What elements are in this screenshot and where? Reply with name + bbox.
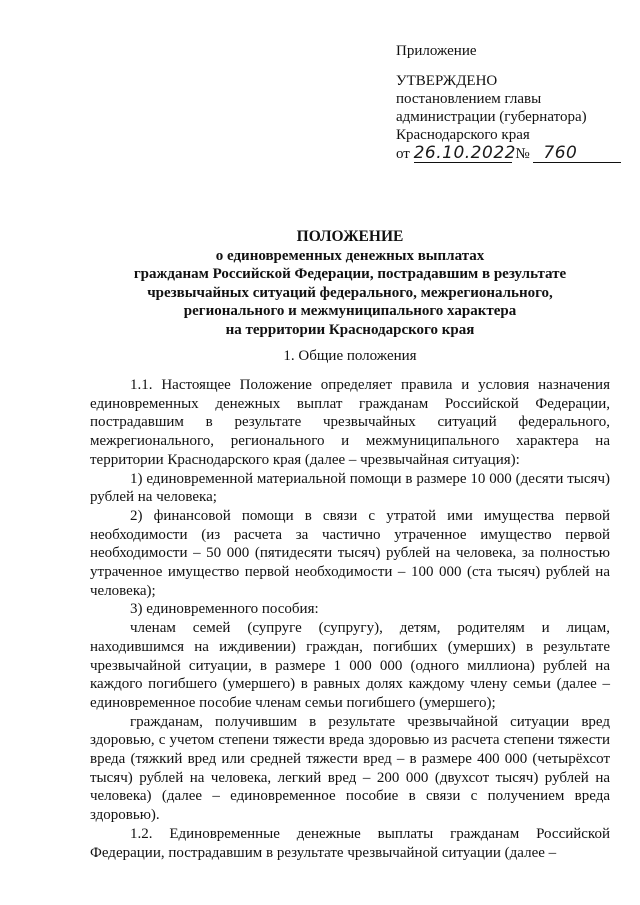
title-line: гражданам Российской Федерации, пострадавшим в результате: [133, 266, 567, 283]
paragraph: 3) единовременного пособия:: [130, 601, 319, 618]
title-line: чрезвычайных ситуаций федерального, межрегионального,: [147, 284, 553, 301]
paragraph: гражданам, получившим в результате чрезвычайной ситуации вред здоровью, с учетом степени тяжести вреда здоровью из расчета степени тяжести вреда (тяжкий вред или средней тяжести вред – в размере 400 000 (четырёхсот тысяч) рублей на человека, легкий вред – 200 000 (двухсот тысяч) рублей на человека) (далее – единовременное пособие в связи с получением вреда здоровью).: [90, 713, 610, 824]
approval-line-1: постановлением главы: [396, 91, 542, 107]
approved-label: УТВЕРЖДЕНО: [396, 73, 498, 89]
section-heading: 1. Общие положения: [283, 348, 417, 364]
approval-line-3: Краснодарского края: [396, 127, 530, 143]
paragraph: членам семей (супруге (супругу), детям, родителям и лицам, находившимся на иждивении) граждан, погибших (умерших) в результате чрезвычайной ситуации, в размере 1 000 000 (одного миллиона) рублей на каждого погибшего (умершего) в равных долях каждому члену семьи (далее – единовременное пособие членам семьи погибшего (умершего);: [90, 620, 610, 711]
paragraph: 1.1. Настоящее Положение определяет правила и условия назначения единовременных денежных выплат гражданам Российской Федерации, пострадавшим в результате чрезвычайных ситуаций федерального, межрегионального, регионального и межмуниципального характера на территории Краснодарского края (далее – чрезвычайная ситуация):: [90, 377, 610, 468]
paragraph: 1.2. Единовременные денежные выплаты гражданам Российской Федерации, пострадавшим в результате чрезвычайной ситуации (далее –: [90, 825, 610, 861]
approval-line-2: администрации (губернатора): [396, 109, 587, 125]
date-prefix: от: [396, 146, 410, 162]
title-line: о единовременных денежных выплатах: [215, 247, 485, 264]
title-main: ПОЛОЖЕНИЕ: [296, 228, 404, 245]
document-body: [90, 376, 610, 862]
approval-block: [396, 42, 626, 163]
paragraph: 1) единовременной материальной помощи в размере 10 000 (десяти тысяч) рублей на человека;: [90, 470, 610, 506]
handwritten-date: 26.10.2022: [413, 143, 516, 163]
handwritten-number: 760: [533, 144, 621, 163]
title-line: регионального и межмуниципального характера: [183, 303, 517, 320]
number-label: №: [515, 146, 530, 162]
approval-date-line: [396, 144, 626, 163]
document-title: [90, 228, 610, 340]
paragraph: 2) финансовой помощи в связи с утратой ими имущества первой необходимости (из расчета за частично утраченное имущество первой необходимости – 50 000 (пятидесяти тысяч) рублей на человека, за полностью утраченное имущество первой необходимости – 100 000 (ста тысяч) рублей на человека);: [90, 507, 610, 599]
title-line: на территории Краснодарского края: [225, 321, 475, 338]
appendix-label: Приложение: [396, 43, 477, 59]
